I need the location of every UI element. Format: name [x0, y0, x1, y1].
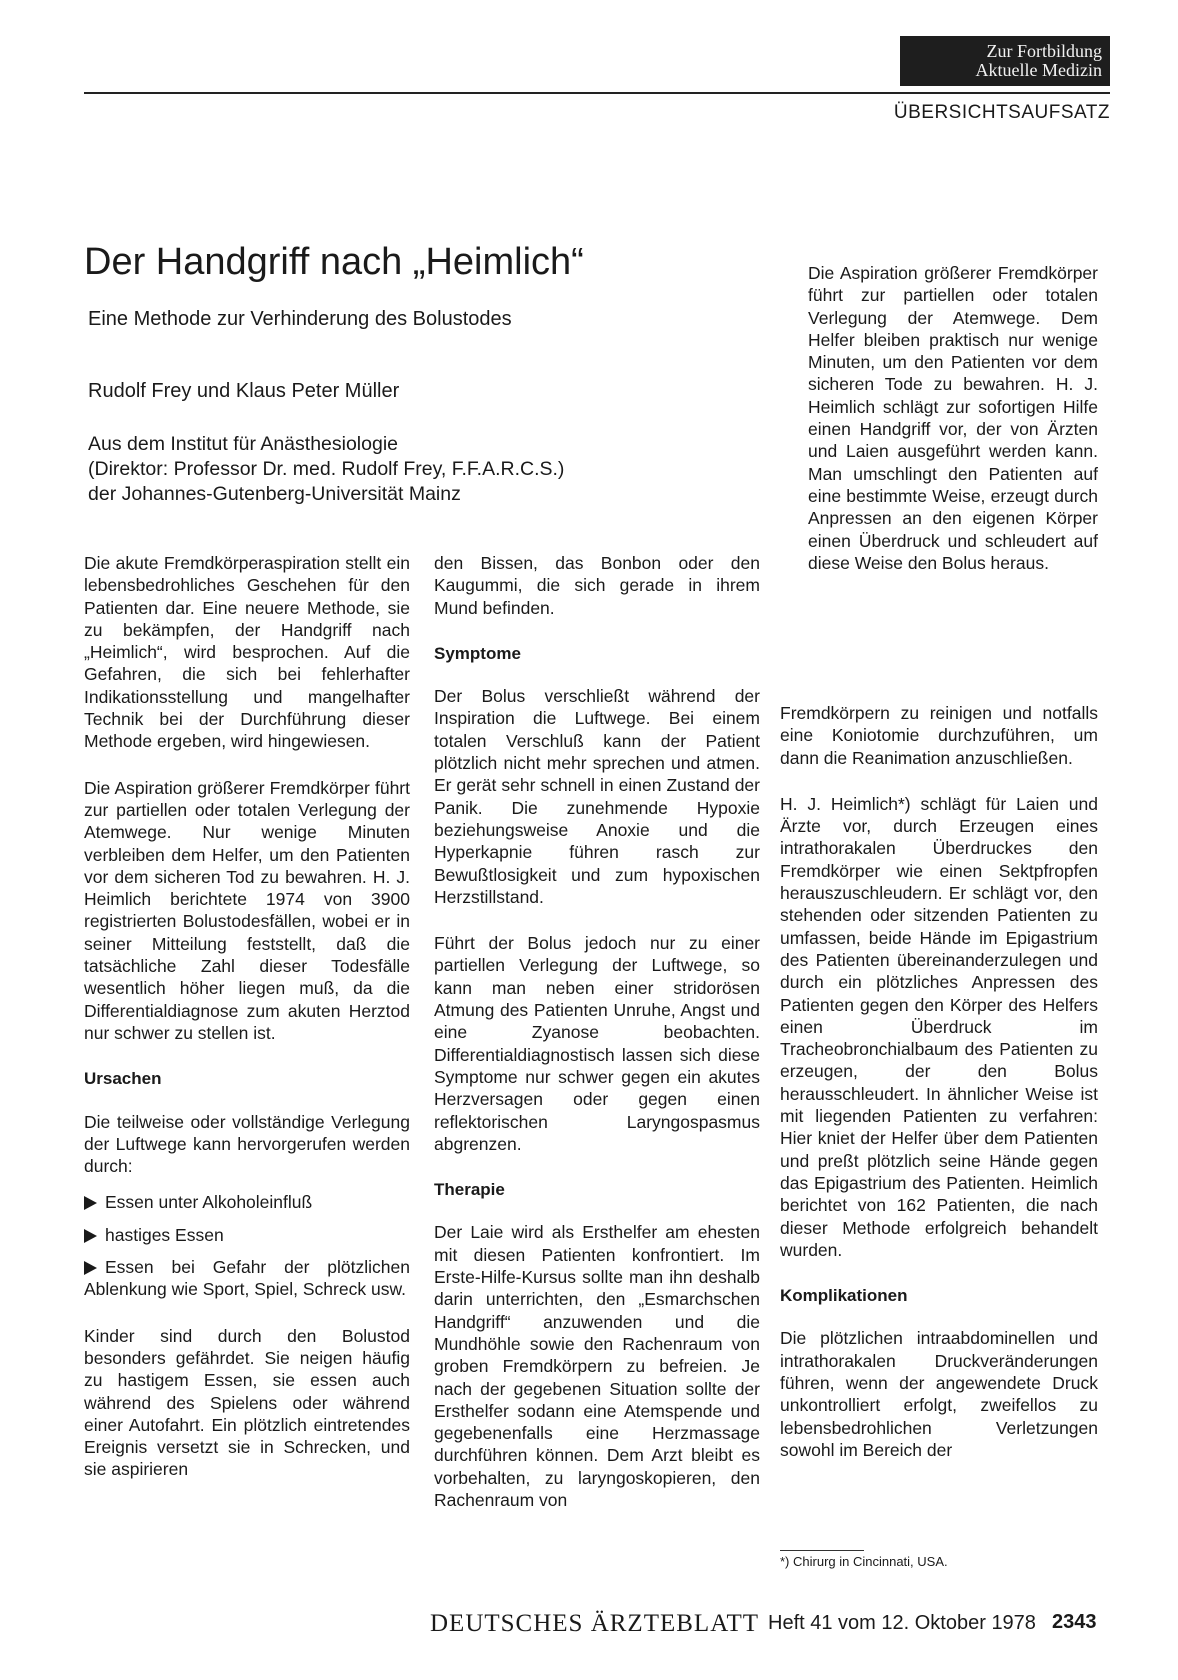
paragraph: Die Aspiration größerer Fremdkörper führt zur partiellen oder totalen Verlegung der Atemwege. Nur wenige Minuten verbleiben dem Helfer, um den Patienten vor dem sicheren Tod zu bewahren. H. J. Heimlich berichtete 1974 von 3900 registrierten Bolustodesfällen, wobei er in seiner Mitteilung feststellt, daß die tatsächliche Zahl dieser Todesfälle wesentlich höher liegen muß, da die Differentialdiagnose zum akuten Herztod nur schwer zu stellen ist.	[84, 777, 410, 1043]
paragraph: Der Laie wird als Ersthelfer am ehesten mit diesen Patienten konfrontiert. Im Erste-Hilfe-Kursus sollte man ihn deshalb darin unterrichten, den „Esmarchschen Handgriff“ anzuwenden und die Mundhöhle sowie den Rachenraum von groben Fremdkörpern zu befreien. Je nach der gegebenen Situation sollte der Ersthelfer sodann eine Atemspende und gegebenenfalls eine Herzmassage durchführen können. Dem Arzt bleibt es vorbehalten, zu laryngoskopieren, den Rachenraum von	[434, 1222, 760, 1510]
paragraph: Führt der Bolus jedoch nur zu einer partiellen Verlegung der Luftwege, so kann man neben einer stridorösen Atmung des Patienten Unruhe, Angst und eine Zyanose beobachten. Differentialdiagnostisch lassen sich diese Symptome nur schwer gegen ein akutes Herzversagen oder gegen einen reflektorischen Laryngospasmus abgrenzen.	[434, 933, 760, 1154]
article-authors: Rudolf Frey und Klaus Peter Müller	[88, 380, 400, 402]
heading-symptome: Symptome	[434, 643, 521, 663]
paragraph: Kinder sind durch den Bolustod besonders gefährdet. Sie neigen häufig zu hastigem Essen, sie essen auch während des Spielens oder während einer Autofahrt. Ein plötzlich eintretendes Ereignis versetzt sie in Schrecken, und sie aspirieren	[84, 1325, 410, 1480]
rubric-line-2: Aktuelle Medizin	[975, 60, 1102, 80]
paragraph: Fremdkörpern zu reinigen und notfalls eine Koniotomie durchzuführen, um dann die Reanimation anzuschließen.	[780, 703, 1098, 768]
column-2	[434, 552, 760, 1535]
journal-name: DEUTSCHES ÄRZTEBLATT	[430, 1610, 760, 1637]
paragraph: den Bissen, das Bonbon oder den Kaugummi, die sich gerade in ihrem Mund befinden.	[434, 553, 760, 618]
issue-info: Heft 41 vom 12. Oktober 1978	[768, 1612, 1036, 1634]
article-title: Der Handgriff nach „Heimlich“	[84, 241, 584, 283]
paragraph: Die akute Fremdkörperaspiration stellt ein lebensbedrohliches Geschehen für den Patienten dar. Eine neuere Methode, sie zu bekämpfen, der Handgriff nach „Heimlich“, wird besprochen. Auf die Gefahren, die sich bei fehlerhafter Indikationsstellung und mangelhafter Technik bei der Durchführung dieser Methode ergeben, wird hingewiesen.	[84, 553, 410, 752]
list-item: Essen bei Gefahr der plötzlichen Ablenkung wie Sport, Spiel, Schreck usw.	[84, 1257, 410, 1300]
list-item: Essen unter Alkoholeinfluß	[84, 1191, 410, 1213]
header-rule	[84, 92, 1110, 94]
abstract	[808, 262, 1098, 598]
affiliation-line: (Direktor: Professor Dr. med. Rudolf Frey, F.F.A.R.C.S.)	[88, 458, 565, 480]
heading-therapie: Therapie	[434, 1180, 505, 1200]
heading-komplikationen: Komplikationen	[780, 1286, 908, 1306]
paragraph: Die teilweise oder vollständige Verlegung der Luftwege kann hervorgerufen werden durch:	[84, 1111, 410, 1177]
footnote-rule	[780, 1550, 864, 1551]
paragraph: Der Bolus verschließt während der Inspiration die Luftwege. Bei einem totalen Verschluß kann der Patient plötzlich nicht mehr sprechen und atmen. Er gerät sehr schnell in einen Zustand der Panik. Die zunehmende Hypoxie beziehungsweise Anoxie und die Hyperkapnie führen rasch zur Bewußtlosigkeit und zum hypoxischen Herzstillstand.	[434, 686, 760, 907]
paragraph: Die plötzlichen intraabdominellen und intrathorakalen Druckveränderungen führen, wenn der angewendete Druck unkontrolliert erfolgt, zweifellos zu lebensbedrohlichen Verletzungen sowohl im Bereich der	[780, 1328, 1098, 1460]
affiliation-line: der Johannes-Gutenberg-Universität Mainz	[88, 483, 461, 505]
cause-list	[84, 1191, 410, 1300]
triangle-bullet-icon	[84, 1229, 97, 1243]
paragraph: H. J. Heimlich*) schlägt für Laien und Ärzte vor, durch Erzeugen eines intrathorakalen Überdruckes den Fremdkörper wie einen Sektpfropfen herauszuschleudern. Er schlägt vor, den stehenden oder sitzenden Patienten zu umfassen, beide Hände im Epigastrium des Patienten übereinanderzulegen und durch ein plötzliches Anpressen des Patienten gegen den Körper des Helfers einen Überdruck im Tracheobronchialbaum des Patienten zu erzeugen, der den Bolus herausschleudert. In ähnlicher Weise ist mit liegenden Patienten zu verfahren: Hier kniet der Helfer über dem Patienten und preßt plötzlich seine Hände gegen das Epigastrium des Patienten. Heimlich berichtet von 162 Patienten, die nach dieser Methode erfolgreich behandelt wurden.	[780, 793, 1098, 1260]
list-item: hastiges Essen	[84, 1224, 410, 1246]
affiliation-line: Aus dem Institut für Anästhesiologie	[88, 433, 399, 455]
rubric-badge	[900, 36, 1110, 86]
page-number: 2343	[1052, 1611, 1097, 1633]
column-1	[84, 552, 410, 1505]
section-label: ÜBERSICHTSAUFSATZ	[893, 102, 1110, 123]
heading-ursachen: Ursachen	[84, 1069, 162, 1089]
rubric-line-1: Zur Fortbildung	[986, 41, 1102, 61]
footnote: *) Chirurg in Cincinnati, USA.	[780, 1554, 948, 1569]
triangle-bullet-icon	[84, 1196, 97, 1210]
abstract-text: Die Aspiration größerer Fremdkörper führt zur partiellen oder totalen Verlegung der Atemwege. Dem Helfer bleiben praktisch nur wenige Minuten, um den Patienten vor dem sicheren Tode zu bewahren. H. J. Heimlich schlägt zur sofortigen Hilfe einen Handgriff vor, der von Ärzten und Laien ausgeführt werden kann. Man umschlingt den Patienten auf eine bestimmte Weise, erzeugt durch Anpressen an den eigenen Körper einen Überdruck und schleudert auf diese Weise den Bolus heraus.	[808, 263, 1098, 573]
article-subtitle: Eine Methode zur Verhinderung des Bolustodes	[88, 308, 512, 330]
triangle-bullet-icon	[84, 1261, 97, 1275]
column-3	[780, 702, 1098, 1485]
affiliation	[88, 432, 564, 507]
